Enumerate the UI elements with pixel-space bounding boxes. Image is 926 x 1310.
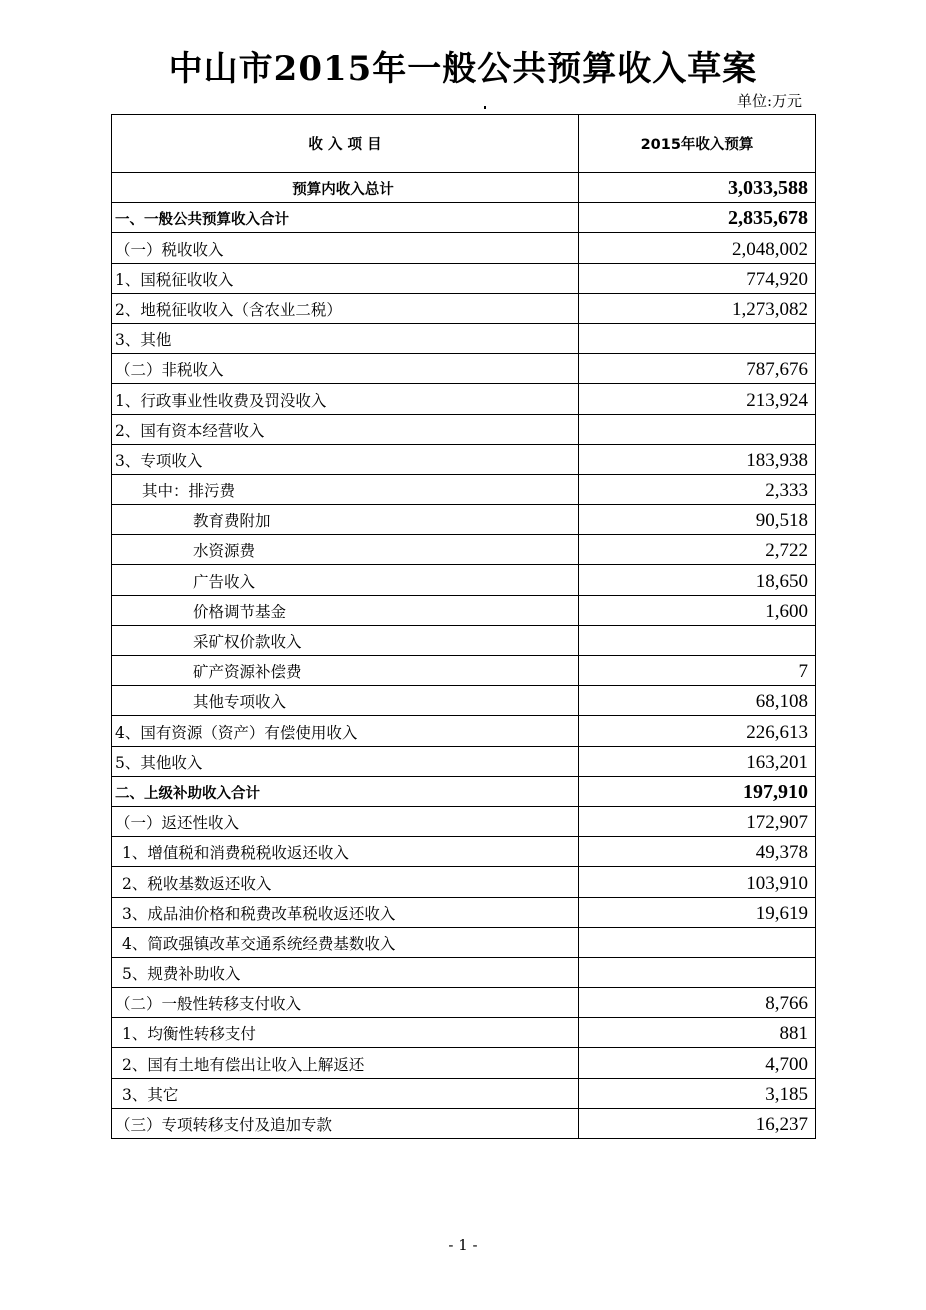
row-label: 采矿权价款收入 <box>112 625 579 655</box>
row-value: 183,938 <box>579 444 816 474</box>
page-number: - 1 - <box>448 1236 478 1254</box>
row-label: （一）返还性收入 <box>112 806 579 836</box>
row-label: 4、国有资源（资产）有偿使用收入 <box>112 716 579 746</box>
table-row <box>112 354 816 384</box>
row-value: 103,910 <box>579 867 816 897</box>
row-label: 2、国有土地有偿出让收入上解返还 <box>112 1048 579 1078</box>
table-row <box>112 957 816 987</box>
row-label: 4、简政强镇改革交通系统经费基数收入 <box>112 927 579 957</box>
table-row <box>112 776 816 806</box>
table-row <box>112 595 816 625</box>
row-label: 其他专项收入 <box>112 686 579 716</box>
table-row <box>112 656 816 686</box>
row-value <box>579 625 816 655</box>
row-value <box>579 927 816 957</box>
table-row <box>112 1018 816 1048</box>
row-value: 2,333 <box>579 474 816 504</box>
table-row <box>112 535 816 565</box>
row-value: 163,201 <box>579 746 816 776</box>
row-label: 2、地税征收收入（含农业二税） <box>112 293 579 323</box>
row-label: 二、上级补助收入合计 <box>112 776 579 806</box>
row-label: 矿产资源补偿费 <box>112 656 579 686</box>
row-value <box>579 323 816 353</box>
row-value: 8,766 <box>579 988 816 1018</box>
row-label: 2、国有资本经营收入 <box>112 414 579 444</box>
stray-mark <box>484 106 486 109</box>
table-row <box>112 293 816 323</box>
table-row <box>112 806 816 836</box>
row-value: 172,907 <box>579 806 816 836</box>
table-row <box>112 1108 816 1138</box>
row-value: 16,237 <box>579 1108 816 1138</box>
row-value: 7 <box>579 656 816 686</box>
row-label: 教育费附加 <box>112 505 579 535</box>
row-label: 1、行政事业性收费及罚没收入 <box>112 384 579 414</box>
table-row <box>112 988 816 1018</box>
row-label: （三）专项转移支付及追加专款 <box>112 1108 579 1138</box>
row-value: 881 <box>579 1018 816 1048</box>
header-budget: 2015年收入预算 <box>579 115 816 173</box>
table-row <box>112 505 816 535</box>
row-label: 预算内收入总计 <box>112 173 579 203</box>
page-title: 中山市2015年一般公共预算收入草案 <box>168 49 758 89</box>
row-label: 1、均衡性转移支付 <box>112 1018 579 1048</box>
row-label: 1、增值税和消费税税收返还收入 <box>112 837 579 867</box>
table-row <box>112 233 816 263</box>
table-row <box>112 686 816 716</box>
row-value: 197,910 <box>579 776 816 806</box>
table-header-row <box>112 115 816 173</box>
budget-table <box>111 114 816 1139</box>
table-row <box>112 927 816 957</box>
row-value <box>579 414 816 444</box>
row-label: 水资源费 <box>112 535 579 565</box>
row-label: 价格调节基金 <box>112 595 579 625</box>
header-item: 收 入 项 目 <box>112 115 579 173</box>
row-value: 787,676 <box>579 354 816 384</box>
row-value: 2,048,002 <box>579 233 816 263</box>
row-value <box>579 957 816 987</box>
table-row <box>112 1048 816 1078</box>
table-row <box>112 263 816 293</box>
unit-label: 单位:万元 <box>736 92 802 110</box>
row-value: 1,273,082 <box>579 293 816 323</box>
table-row <box>112 444 816 474</box>
table-row <box>112 474 816 504</box>
row-value: 68,108 <box>579 686 816 716</box>
row-label: 2、税收基数返还收入 <box>112 867 579 897</box>
row-label: （二）非税收入 <box>112 354 579 384</box>
row-value: 19,619 <box>579 897 816 927</box>
row-value: 90,518 <box>579 505 816 535</box>
table-row <box>112 716 816 746</box>
row-value: 18,650 <box>579 565 816 595</box>
table-row <box>112 203 816 233</box>
row-value: 4,700 <box>579 1048 816 1078</box>
row-label: （二）一般性转移支付收入 <box>112 988 579 1018</box>
row-label: 一、一般公共预算收入合计 <box>112 203 579 233</box>
table-row <box>112 625 816 655</box>
row-label: 5、其他收入 <box>112 746 579 776</box>
table-row <box>112 323 816 353</box>
table-row <box>112 414 816 444</box>
table-row <box>112 837 816 867</box>
row-value: 774,920 <box>579 263 816 293</box>
row-label: 3、成品油价格和税费改革税收返还收入 <box>112 897 579 927</box>
row-label: 其中：排污费 <box>112 474 579 504</box>
row-label: 5、规费补助收入 <box>112 957 579 987</box>
table-row <box>112 1078 816 1108</box>
row-value: 49,378 <box>579 837 816 867</box>
row-label: （一）税收收入 <box>112 233 579 263</box>
row-value: 3,185 <box>579 1078 816 1108</box>
row-value: 2,835,678 <box>579 203 816 233</box>
row-value: 213,924 <box>579 384 816 414</box>
table-row <box>112 173 816 203</box>
row-value: 1,600 <box>579 595 816 625</box>
row-label: 1、国税征收收入 <box>112 263 579 293</box>
table-row <box>112 867 816 897</box>
row-value: 226,613 <box>579 716 816 746</box>
row-value: 3,033,588 <box>579 173 816 203</box>
row-label: 广告收入 <box>112 565 579 595</box>
row-label: 3、专项收入 <box>112 444 579 474</box>
table-row <box>112 746 816 776</box>
row-value: 2,722 <box>579 535 816 565</box>
row-label: 3、其它 <box>112 1078 579 1108</box>
row-label: 3、其他 <box>112 323 579 353</box>
table-row <box>112 384 816 414</box>
table-row <box>112 565 816 595</box>
table-row <box>112 897 816 927</box>
